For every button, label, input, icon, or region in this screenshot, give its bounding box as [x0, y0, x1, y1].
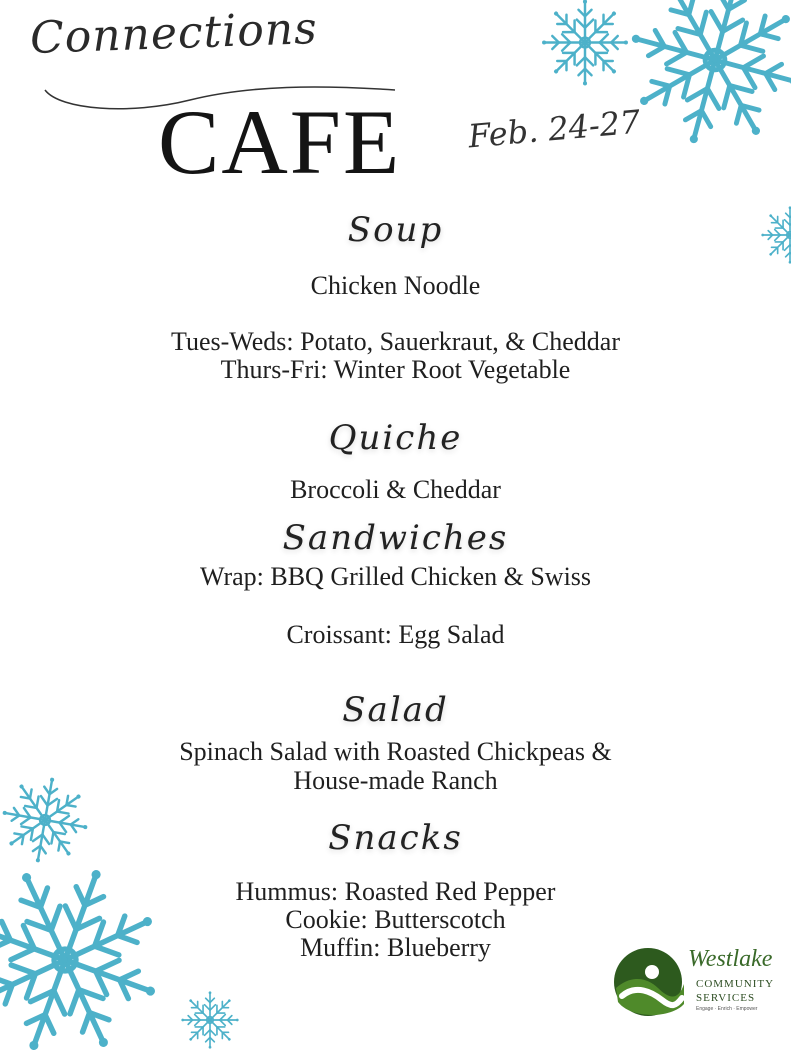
menu-item: Thurs-Fri: Winter Root Vegetable — [220, 355, 571, 384]
section-heading-soup: Soup — [347, 210, 444, 250]
logo-tagline: Engage · Enrich · Empower — [696, 1006, 758, 1012]
date-range: Feb. 24-27 — [466, 102, 642, 156]
menu-item: Hummus: Roasted Red Pepper — [235, 877, 556, 906]
menu-item: Spinach Salad with Roasted Chickpeas & — [179, 737, 612, 766]
logo-subtitle: COMMUNITY — [696, 978, 775, 990]
menu-item: Chicken Noodle — [310, 271, 481, 300]
westlake-logo — [612, 944, 790, 1020]
menu-item: Tues-Weds: Potato, Sauerkraut, & Cheddar — [171, 327, 620, 356]
snowflake-icon — [180, 990, 240, 1050]
section-heading-salad: Salad — [342, 690, 449, 730]
logo-subtitle: SERVICES — [696, 992, 756, 1004]
snowflake-icon — [540, 0, 630, 90]
menu-item: Wrap: BBQ Grilled Chicken & Swiss — [199, 562, 592, 591]
menu-item: Cookie: Butterscotch — [285, 905, 506, 934]
logo-mark-icon — [612, 944, 688, 1020]
script-title: Connections — [29, 2, 319, 65]
page-title: CAFE — [158, 91, 402, 193]
section-heading-sandwiches: Sandwiches — [282, 518, 509, 558]
logo-name: Westlake — [688, 946, 773, 972]
menu-item: Croissant: Egg Salad — [286, 620, 505, 649]
section-heading-quiche: Quiche — [328, 418, 463, 458]
section-heading-snacks: Snacks — [328, 818, 463, 858]
menu-item: Broccoli & Cheddar — [290, 475, 501, 504]
menu-item: Muffin: Blueberry — [300, 933, 491, 962]
menu-item: House-made Ranch — [293, 766, 498, 795]
snowflake-icon — [620, 0, 791, 150]
